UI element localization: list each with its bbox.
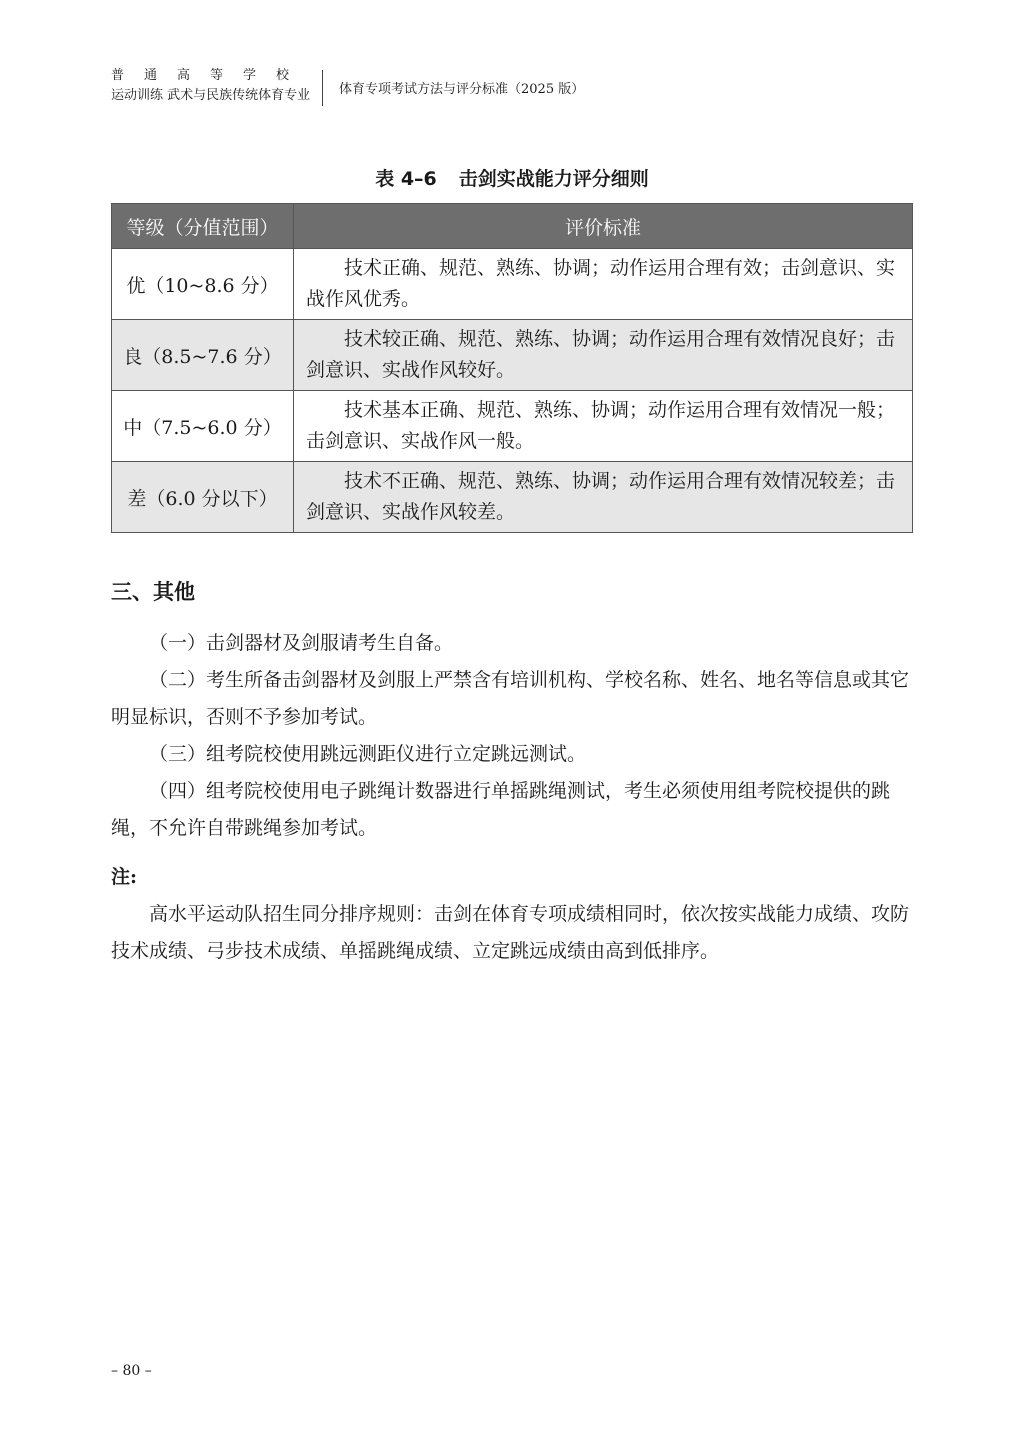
header-document-title: 体育专项考试方法与评分标准（2025 版） bbox=[339, 82, 585, 97]
header-cell-level: 等级（分值范围） bbox=[112, 204, 294, 249]
section-item-2: （二）考生所备击剑器材及剑服上严禁含有培训机构、学校名称、姓名、地名等信息或其它明显标识，否则不予参加考试。 bbox=[111, 669, 910, 728]
table-row bbox=[112, 320, 913, 391]
criteria-cell: 技术较正确、规范、熟练、协调；动作运用合理有效情况良好；击剑意识、实战作风较好。 bbox=[294, 320, 913, 391]
table-caption bbox=[111, 164, 913, 191]
table-header-row bbox=[112, 204, 913, 249]
table-number: 表 4–6 bbox=[375, 168, 437, 190]
header-school-line: 普通高等学校 bbox=[111, 68, 310, 83]
header-divider bbox=[322, 70, 323, 106]
section-item-4: （四）组考院校使用电子跳绳计数器进行单摇跳绳测试，考生必须使用组考院校提供的跳绳，不允许自带跳绳参加考试。 bbox=[111, 780, 891, 839]
header-major-line: 运动训练 武术与民族传统体育专业 bbox=[111, 88, 311, 103]
header-cell-criteria: 评价标准 bbox=[294, 204, 913, 249]
level-cell: 差（6.0 分以下） bbox=[112, 462, 294, 533]
level-cell: 良（8.5~7.6 分） bbox=[112, 320, 294, 391]
level-cell: 优（10~8.6 分） bbox=[112, 249, 294, 320]
level-cell: 中（7.5~6.0 分） bbox=[112, 391, 294, 462]
note-text: 高水平运动队招生同分排序规则：击剑在体育专项成绩相同时，依次按实战能力成绩、攻防技术成绩、弓步技术成绩、单摇跳绳成绩、立定跳远成绩由高到低排序。 bbox=[111, 903, 910, 962]
table-row bbox=[112, 462, 913, 533]
scoring-table bbox=[111, 203, 913, 533]
note-label: 注: bbox=[111, 866, 138, 888]
criteria-cell: 技术不正确、规范、熟练、协调；动作运用合理有效情况较差；击剑意识、实战作风较差。 bbox=[294, 462, 913, 533]
criteria-cell: 技术基本正确、规范、熟练、协调；动作运用合理有效情况一般；击剑意识、实战作风一般。 bbox=[294, 391, 913, 462]
section-heading: 三、其他 bbox=[111, 579, 195, 604]
page-number: – 80 – bbox=[111, 1363, 152, 1379]
section-item-1: （一）击剑器材及剑服请考生自备。 bbox=[149, 632, 454, 654]
table-title: 击剑实战能力评分细则 bbox=[458, 168, 649, 190]
section-item-3: （三）组考院校使用跳远测距仪进行立定跳远测试。 bbox=[149, 743, 587, 765]
table-row bbox=[112, 249, 913, 320]
criteria-cell: 技术正确、规范、熟练、协调；动作运用合理有效；击剑意识、实战作风优秀。 bbox=[294, 249, 913, 320]
header-left bbox=[111, 66, 316, 106]
table-row bbox=[112, 391, 913, 462]
